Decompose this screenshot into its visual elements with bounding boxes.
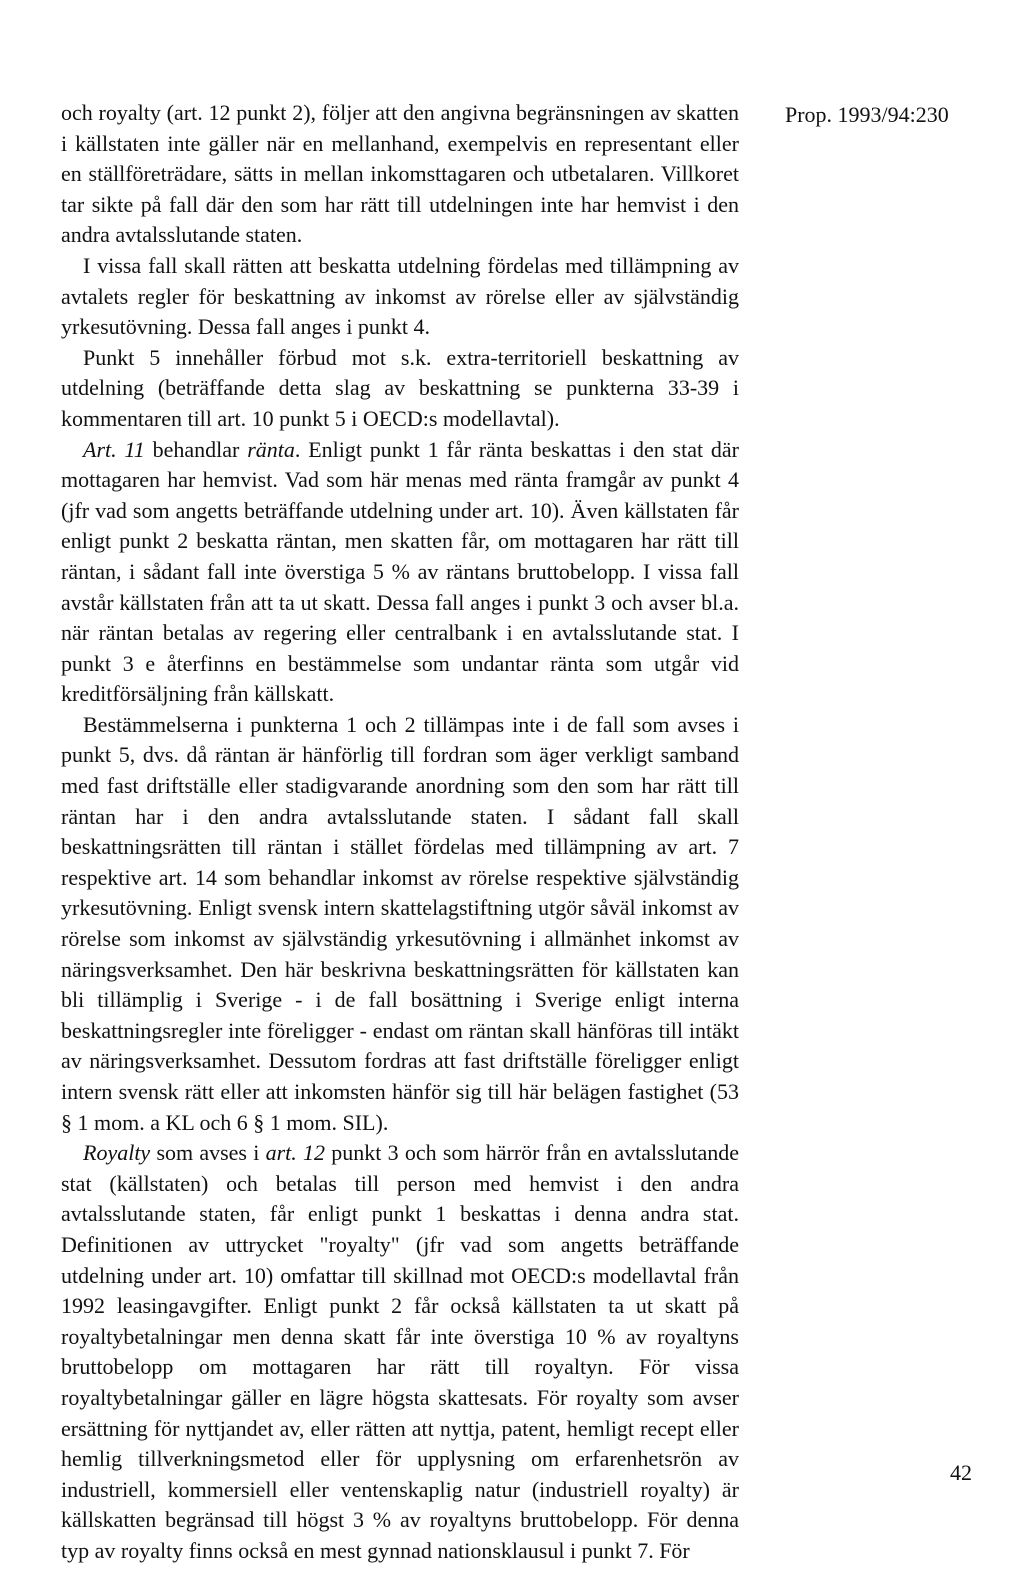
page-number: 42 (950, 1460, 972, 1485)
body-text (61, 98, 739, 1567)
paragraph-6-text-b: punkt 3 och som härrör från en avtalsslutande stat (källstaten) och betalas till person med hemvist i den andra avtalsslutande staten, får enligt punkt 1 beskattas i denna andra stat. Definitionen av uttrycket "royalty" (jfr vad som angetts beträffande utdelning under art. 10) omfattar till skillnad mot OECD:s modellavtal från 1992 leasingavgifter. Enligt punkt 2 får också källstaten ta ut skatt på royaltybetalningar men denna skatt får inte överstiga 10 % av royaltyns bruttobelopp om mottagaren har rätt till royaltyn. För vissa royaltybetalningar gäller en lägre högsta skattesats. För royalty som avser ersättning för nyttjandet av, eller rätten att nyttja, patent, hemligt recept eller hemlig tillverkningsmetod eller för upplysning om erfarenhetsrön av industriell, kommersiell eller ventenskaplig natur (industriell royalty) är källskatten begränsad till högst 3 % av royaltyns bruttobelopp. För denna typ av royalty finns också en mest gynnad nationsklausul i punkt 7. För (61, 1140, 739, 1563)
paragraph-6 (61, 1138, 739, 1566)
topic-term: Royalty (83, 1140, 151, 1166)
paragraph-6-text-a: som avses i (150, 1140, 266, 1166)
article-label: art. 12 (265, 1140, 326, 1166)
paragraph-3: Punkt 5 innehåller förbud mot s.k. extra-territoriell beskattning av utdelning (beträffande detta slag av beskattning se punkterna 33-39 i kommentaren till art. 10 punkt 5 i OECD:s modellavtal). (61, 344, 739, 431)
paragraph-2: I vissa fall skall rätten att beskatta utdelning fördelas med tillämpning av avtalets regler för beskattning av inkomst av rörelse eller av självständig yrkesutövning. Dessa fall anges i punkt 4. (61, 252, 739, 340)
document-reference: Prop. 1993/94:230 (785, 102, 949, 127)
paragraph-4-text-b: . Enligt punkt 1 får ränta beskattas i den stat där mottagaren har hemvist. Vad som här menas med ränta framgår av punkt 4 (jfr vad som angetts beträffande utdelning under art. 10). Även källstaten får enligt punkt 2 beskatta räntan, men skatten får, om mottagaren har rätt till räntan, i sådant fall inte överstiga 5 % av räntans bruttobelopp. I vissa fall avstår källstaten från att ta ut skatt. Dessa fall anges i punkt 3 och avser bl.a. när räntan betalas av regering eller centralbank i en avtalsslutande stat. I punkt 3 e återfinns en bestämmelse som undantar ränta som utgår vid kreditförsäljning från källskatt. (61, 436, 740, 707)
paragraph-5: Bestämmelserna i punkterna 1 och 2 tillämpas inte i de fall som avses i punkt 5, dvs. då räntan är hänförlig till fordran som äger verkligt samband med fast driftställe eller stadigvarande anordning som den som har rätt till räntan har i den andra avtalsslutande staten. I sådant fall skall beskattningsrätten till räntan i stället fördelas med tillämpning av art. 7 respektive art. 14 som behandlar inkomst av rörelse respektive självständig yrkesutövning. Enligt svensk intern skattelagstiftning utgör såväl inkomst av rörelse som inkomst av självständig yrkesutövning i allmänhet inkomst av näringsverksamhet. Den här beskrivna beskattningsrätten för källstaten kan bli tillämplig i Sverige - i de fall bosättning i Sverige enligt interna beskattningsregler inte föreligger - endast om räntan skall hänföras till intäkt av näringsverksamhet. Dessutom fordras att fast driftställe föreligger enligt intern svensk rätt eller att inkomsten hänför sig till här belägen fastighet (53 § 1 mom. a KL och 6 § 1 mom. SIL). (61, 711, 739, 1135)
paragraph-4 (61, 435, 739, 710)
article-label: Art. 11 (83, 436, 145, 462)
topic-term: ränta (247, 436, 295, 462)
paragraph-4-text-a: behandlar (144, 436, 248, 462)
paragraph-1: och royalty (art. 12 punkt 2), följer att den angivna begränsningen av skatten i källstaten inte gäller när en mellanhand, exempelvis en representant eller en ställföreträdare, sätts in mellan inkomsttagaren och utbetalaren. Villkoret tar sikte på fall där den som har rätt till utdelningen inte har hemvist i den andra avtalsslutande staten. (61, 100, 739, 248)
